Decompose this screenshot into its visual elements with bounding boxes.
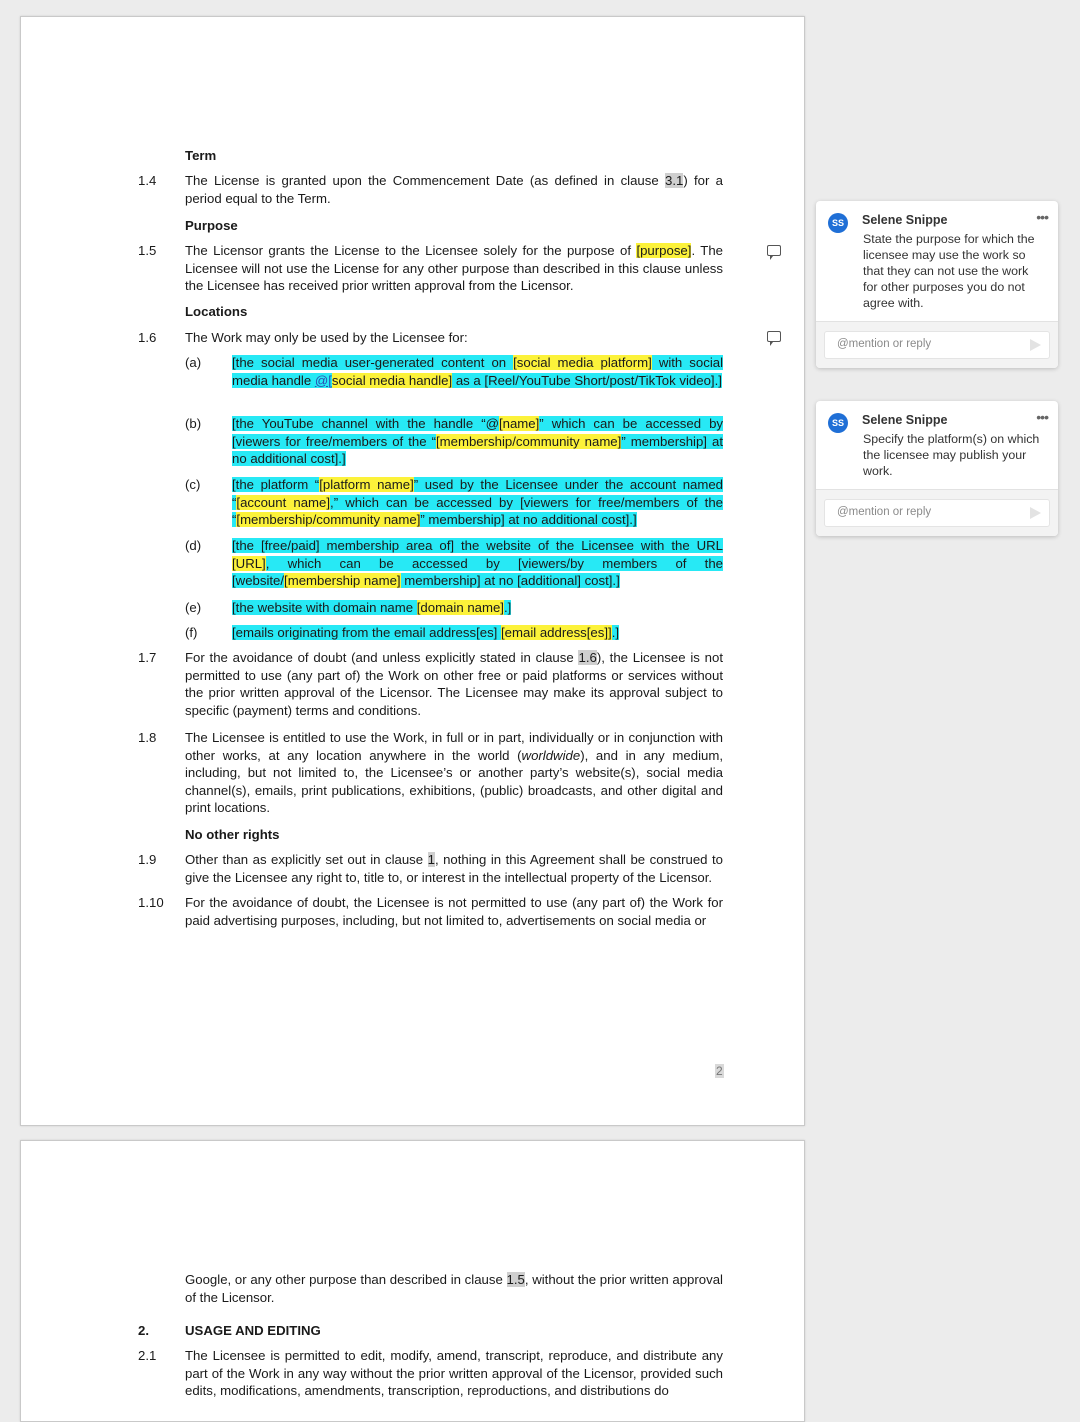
subclause-a[interactable]: [the social media user-generated content on [social media platform] with social media handle @[social media handle] as a [Reel/YouTube Short/post/TikTok video].] bbox=[232, 355, 724, 388]
comment-author: Selene Snippe bbox=[862, 413, 948, 427]
reply-input[interactable] bbox=[824, 331, 1050, 359]
clause-number: 1.8 bbox=[138, 730, 157, 745]
comment-author: Selene Snippe bbox=[862, 213, 948, 227]
subclause-d[interactable]: [the [free/paid] membership area of] the website of the Licensee with the URL [URL], which can be accessed by [viewers/by members of the [website/[membership name] membership] at no [additional] cost].] bbox=[232, 538, 723, 588]
subclause-label: (d) bbox=[185, 538, 202, 553]
cross-reference: 3.1 bbox=[664, 173, 684, 188]
reply-placeholder: @mention or reply bbox=[837, 338, 932, 350]
subclause-f[interactable]: [emails originating from the email address[es] [email address[es]].] bbox=[232, 625, 620, 640]
avatar: SS bbox=[828, 413, 848, 433]
heading-no-other-rights: No other rights bbox=[185, 827, 280, 842]
page-number: 2 bbox=[716, 1064, 723, 1078]
heading-term: Term bbox=[185, 148, 217, 163]
clause-1-8[interactable]: The Licensee is entitled to use the Work, in full or in part, individually or in conjunction with other works, at any location anywhere in the world (worldwide), and in any medium, including, but not limited to, the Licensee’s or another party’s website(s), social media channel(s), emails, print publications, exhibitions, (public) broadcasts, and other digital and print locations. bbox=[185, 730, 723, 815]
subclause-label: (e) bbox=[185, 600, 202, 615]
heading-usage-and-editing: USAGE AND EDITING bbox=[185, 1323, 321, 1338]
clause-number: 1.5 bbox=[138, 243, 157, 258]
avatar: SS bbox=[828, 213, 848, 233]
clause-number: 1.9 bbox=[138, 852, 157, 867]
document-page-2 bbox=[20, 1140, 805, 1422]
subclause-label: (c) bbox=[185, 477, 201, 492]
reply-input[interactable] bbox=[824, 499, 1050, 527]
cross-reference: 1.5 bbox=[506, 1272, 525, 1287]
document-page-1 bbox=[20, 16, 805, 1126]
subclause-e[interactable]: [the website with domain name [domain name].] bbox=[232, 600, 512, 615]
subclause-label: (a) bbox=[185, 355, 202, 370]
more-options-icon[interactable]: ••• bbox=[1036, 409, 1048, 425]
clause-1-10[interactable]: For the avoidance of doubt, the Licensee is not permitted to use (any part of) the Work for paid advertising purposes, including, but not limited to, advertisements on social media or bbox=[185, 895, 723, 928]
heading-purpose: Purpose bbox=[185, 218, 238, 233]
clause-1-6[interactable]: The Work may only be used by the Licensee for: bbox=[185, 330, 468, 345]
clause-1-10-continued[interactable]: Google, or any other purpose than described in clause 1.5, without the prior written approval of the Licensor. bbox=[185, 1272, 723, 1305]
subclause-c[interactable]: [the platform “[platform name]” used by the Licensee under the account named “[account name],” which can be accessed by [viewers for free/members of the “[membership/community name]” membership] at no additional cost].] bbox=[232, 477, 724, 527]
comment-marker-icon[interactable] bbox=[767, 331, 781, 342]
send-icon[interactable] bbox=[1030, 507, 1041, 519]
clause-number: 1.6 bbox=[138, 330, 157, 345]
clause-1-7[interactable]: For the avoidance of doubt (and unless explicitly stated in clause 1.6), the Licensee is not permitted to use (any part of) the Work on other free or paid platforms or services without the prior written approval of the Licensor. The Licensee may make its approval subject to specific (payment) terms and conditions. bbox=[185, 650, 723, 718]
comment-marker-icon[interactable] bbox=[767, 245, 781, 256]
heading-locations: Locations bbox=[185, 304, 248, 319]
comment-text: State the purpose for which the licensee may use the work so that they can not use the work for other purposes you do not agree with. bbox=[863, 232, 1035, 310]
cross-reference: 1 bbox=[427, 852, 435, 867]
clause-1-9[interactable]: Other than as explicitly set out in clause 1, nothing in this Agreement shall be construed to give the Licensee any right to, title to, or interest in the intellectual property of the Licensor. bbox=[185, 852, 724, 885]
clause-1-4[interactable]: The License is granted upon the Commencement Date (as defined in clause 3.1) for a period equal to the Term. bbox=[185, 173, 723, 206]
clause-number: 2.1 bbox=[138, 1348, 157, 1363]
placeholder-field: [purpose] bbox=[636, 243, 692, 258]
subclause-label: (b) bbox=[185, 416, 202, 431]
clause-2-1[interactable]: The Licensee is permitted to edit, modify, amend, transcript, reproduce, and distribute any part of the Work in any way without the prior written approval of the Licensor, provided such edits, modifications, amendments, transcription, reproductions, and distributions do bbox=[185, 1348, 723, 1398]
cross-reference: 1.6 bbox=[578, 650, 597, 665]
subclause-b[interactable]: [the YouTube channel with the handle “@[name]” which can be accessed by [viewers for free/members of the “[membership/community name]” membership] at no additional cost].] bbox=[232, 416, 723, 466]
section-number: 2. bbox=[138, 1323, 149, 1338]
comment-text: Specify the platform(s) on which the licensee may publish your work. bbox=[863, 432, 1040, 478]
clause-number: 1.10 bbox=[138, 895, 164, 910]
comment-card[interactable] bbox=[816, 201, 1058, 368]
reply-placeholder: @mention or reply bbox=[837, 506, 932, 518]
comment-card[interactable] bbox=[816, 401, 1058, 536]
more-options-icon[interactable]: ••• bbox=[1036, 209, 1048, 225]
clause-number: 1.4 bbox=[138, 173, 157, 188]
subclause-label: (f) bbox=[185, 625, 198, 640]
send-icon[interactable] bbox=[1030, 339, 1041, 351]
clause-number: 1.7 bbox=[138, 650, 157, 665]
clause-1-5[interactable]: The Licensor grants the License to the Licensee solely for the purpose of [purpose]. The Licensee will not use the License for any other purpose than described in this clause unless the Licensee has received prior written approval from the Licensor. bbox=[185, 243, 723, 293]
